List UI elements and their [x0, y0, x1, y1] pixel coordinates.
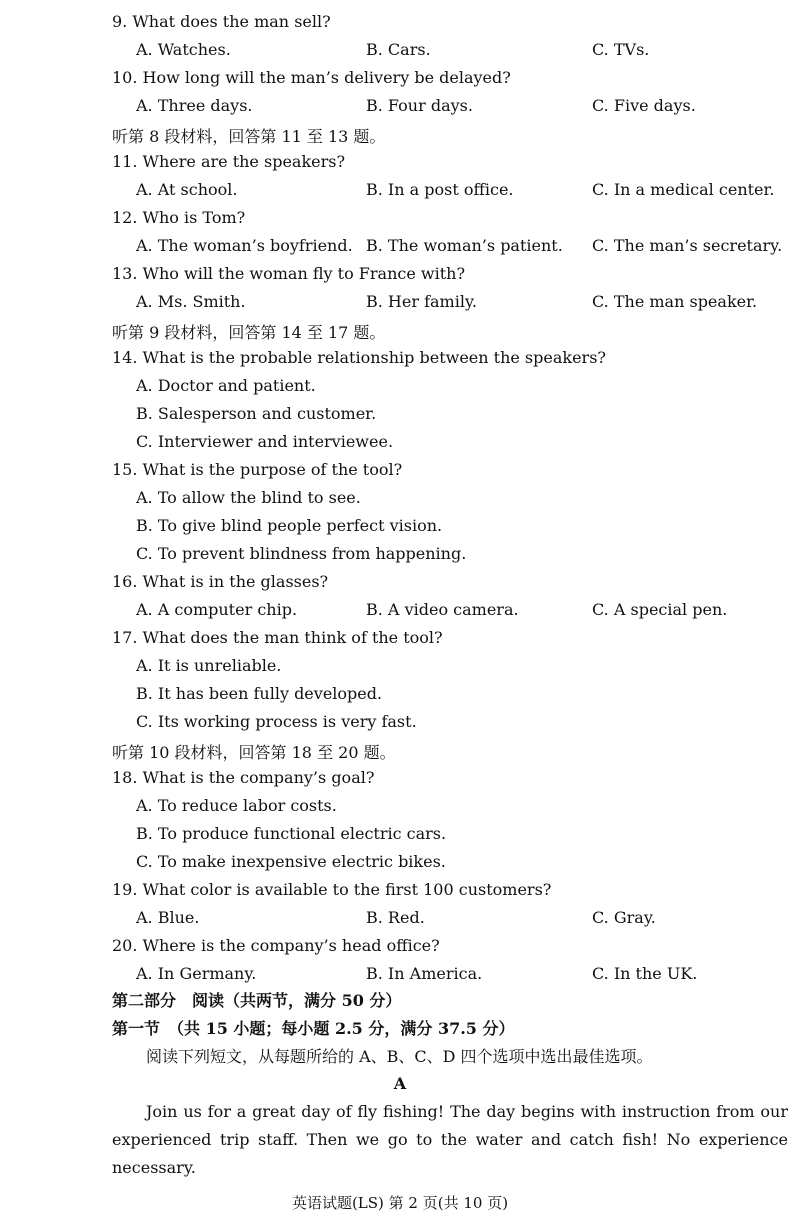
section-instruction: 听第 9 段材料，回答第 14 至 17 题。 [112, 323, 386, 342]
question-text: 17. What does the man think of the tool? [112, 628, 443, 647]
passage-letter: A [393, 1074, 407, 1093]
question-text: 19. What color is available to the first 100 customers? [112, 880, 552, 899]
answer-option: C. The man’s secretary. [592, 236, 783, 255]
question-text: 10. How long will the man’s delivery be delayed? [112, 68, 511, 87]
reading-instruction: 阅读下列短文，从每题所给的 A、B、C、D 四个选项中选出最佳选项。 [146, 1047, 653, 1066]
question-text: 11. Where are the speakers? [112, 152, 346, 171]
answer-option: A. A computer chip. [136, 600, 298, 619]
answer-option: C. A special pen. [592, 600, 728, 619]
answer-option: A. In Germany. [136, 964, 257, 983]
section-instruction: 听第 10 段材料，回答第 18 至 20 题。 [112, 743, 396, 762]
answer-option: C. To prevent blindness from happening. [136, 544, 467, 563]
answer-option: B. In a post office. [366, 180, 514, 199]
answer-option: B. A video camera. [366, 600, 519, 619]
question-text: 13. Who will the woman fly to France with? [112, 264, 466, 283]
answer-option: B. It has been fully developed. [136, 684, 383, 703]
answer-option: C. To make inexpensive electric bikes. [136, 852, 446, 871]
question-text: 20. Where is the company’s head office? [112, 936, 440, 955]
answer-option: B. To produce functional electric cars. [136, 824, 447, 843]
answer-option: A. Three days. [136, 96, 253, 115]
section-instruction: 听第 8 段材料，回答第 11 至 13 题。 [112, 127, 386, 146]
answer-option: C. Its working process is very fast. [136, 712, 417, 731]
answer-option: C. TVs. [592, 40, 650, 59]
question-text: 16. What is in the glasses? [112, 572, 329, 591]
answer-option: A. Ms. Smith. [136, 292, 246, 311]
answer-option: B. Red. [366, 908, 425, 927]
answer-option: A. At school. [136, 180, 238, 199]
answer-option: A. The woman’s boyfriend. [136, 236, 353, 255]
answer-option: C. In the UK. [592, 964, 698, 983]
answer-option: A. Blue. [136, 908, 200, 927]
answer-option: C. The man speaker. [592, 292, 758, 311]
answer-option: C. Five days. [592, 96, 696, 115]
answer-option: B. To give blind people perfect vision. [136, 516, 443, 535]
section1-title: 第一节 （共 15 小题；每小题 2.5 分，满分 37.5 分） [112, 1019, 515, 1038]
question-text: 18. What is the company’s goal? [112, 768, 375, 787]
answer-option: B. Four days. [366, 96, 473, 115]
answer-option: B. Salesperson and customer. [136, 404, 377, 423]
answer-option: C. Gray. [592, 908, 656, 927]
answer-option: B. Her family. [366, 292, 477, 311]
part2-title: 第二部分 阅读（共两节，满分 50 分） [112, 991, 402, 1010]
page-footer: 英语试题(LS) 第 2 页(共 10 页) [291, 1194, 509, 1212]
question-text: 12. Who is Tom? [112, 208, 246, 227]
question-text: 14. What is the probable relationship between the speakers? [112, 348, 606, 367]
answer-option: A. To allow the blind to see. [136, 488, 361, 507]
answer-option: C. In a medical center. [592, 180, 775, 199]
passage-text: Join us for a great day of fly fishing! The day begins with instruction from our experienced trip staff. Then we go to the water and catch fish! No experience necessary. [112, 1102, 788, 1177]
answer-option: C. Interviewer and interviewee. [136, 432, 394, 451]
answer-option: A. To reduce labor costs. [136, 796, 337, 815]
answer-option: A. It is unreliable. [136, 656, 282, 675]
answer-option: A. Watches. [136, 40, 231, 59]
answer-option: B. The woman’s patient. [366, 236, 563, 255]
question-text: 15. What is the purpose of the tool? [112, 460, 403, 479]
answer-option: B. Cars. [366, 40, 431, 59]
answer-option: B. In America. [366, 964, 483, 983]
question-text: 9. What does the man sell? [112, 12, 331, 31]
answer-option: A. Doctor and patient. [136, 376, 316, 395]
